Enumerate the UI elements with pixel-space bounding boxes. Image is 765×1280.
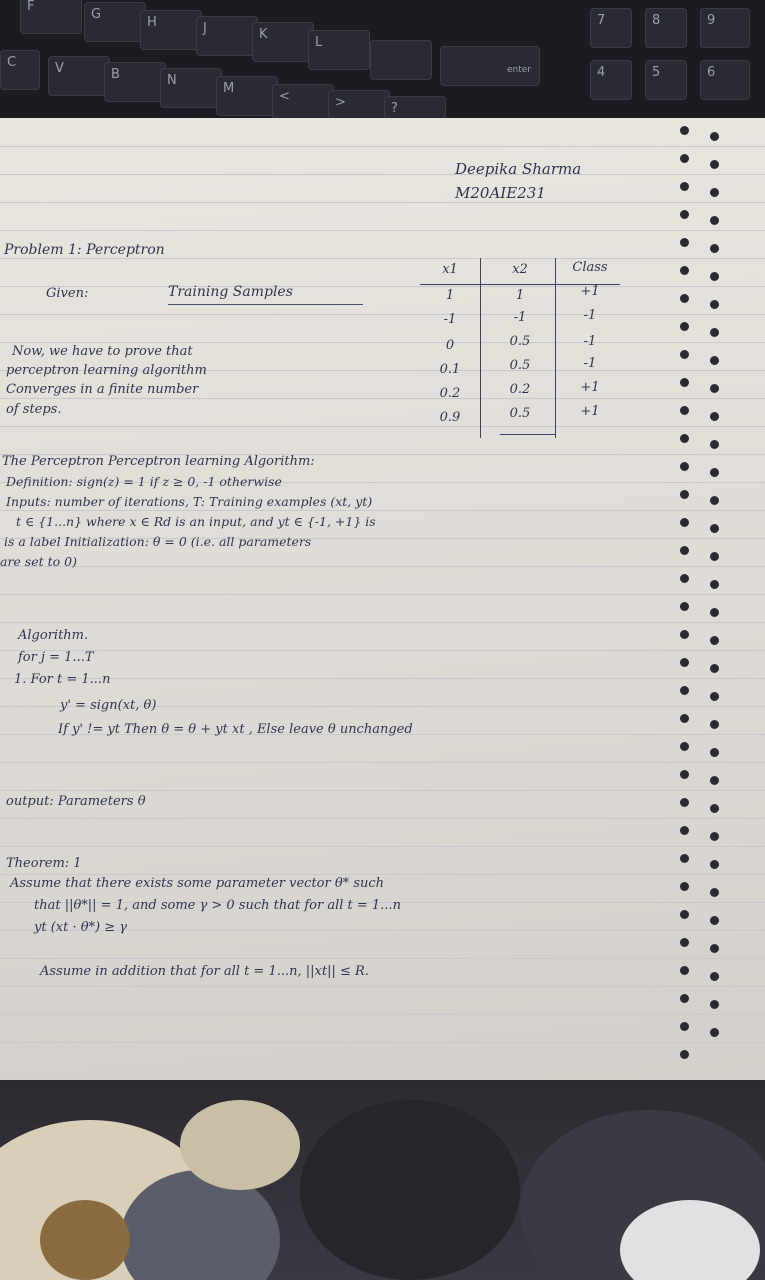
key-4: 4: [590, 60, 632, 100]
key-9: 9: [700, 8, 750, 48]
output-line: output: Parameters θ: [6, 794, 146, 809]
update-rule: If y' != yt Then θ = θ + yt xt , Else leave θ unchanged: [58, 722, 413, 737]
key-enter: enter: [440, 46, 540, 86]
table-cell: -1: [583, 308, 597, 323]
outer-loop: for j = 1...T: [18, 650, 94, 665]
key-n: N: [160, 68, 222, 108]
table-cell: 0.9: [439, 410, 461, 425]
key-m: M: [216, 76, 278, 116]
key-g: G: [84, 2, 146, 42]
table-cell: 0.2: [509, 382, 531, 397]
key-5: 5: [645, 60, 687, 100]
key-7: 7: [590, 8, 632, 48]
table-cell: -1: [513, 310, 527, 325]
spiral-binding: [680, 118, 740, 1083]
problem-title: Problem 1: Perceptron: [4, 242, 165, 258]
table-cell: +1: [580, 404, 600, 419]
fabric-background: [0, 1080, 765, 1280]
key-8: 8: [645, 8, 687, 48]
key-semicolon: [370, 40, 432, 80]
theorem-line-1: Assume that there exists some parameter vector θ* such: [10, 876, 385, 891]
table-cell: 0: [445, 338, 455, 353]
key-v: V: [48, 56, 110, 96]
roll-number: M20AIE231: [455, 184, 546, 202]
initialization-line-2: are set to 0): [0, 554, 77, 569]
algorithm-label: Algorithm.: [18, 628, 89, 643]
key-k: K: [252, 22, 314, 62]
theorem-title: Theorem: 1: [6, 856, 82, 871]
header-x2: x2: [512, 262, 528, 277]
table-cell: -1: [583, 334, 597, 349]
header-x1: x1: [442, 262, 458, 277]
table-cell: 0.5: [509, 406, 531, 421]
theorem-line-4: Assume in addition that for all t = 1...n, ||xt|| ≤ R.: [40, 964, 369, 979]
inner-loop: 1. For t = 1...n: [14, 672, 111, 687]
inputs-line: Inputs: number of iterations, T: Training examples (xt, yt): [6, 494, 373, 509]
author-name: Deepika Sharma: [455, 160, 582, 178]
key-c: C: [0, 50, 40, 90]
given-value: Training Samples: [168, 284, 293, 300]
prove-line-4: of steps.: [6, 402, 62, 417]
key-b: B: [104, 62, 166, 102]
table-cell: -1: [443, 312, 457, 327]
table-cell: 0.2: [439, 386, 461, 401]
table-cell: 0.5: [509, 334, 531, 349]
key-comma: <: [272, 84, 334, 124]
notebook-page: [0, 118, 765, 1083]
key-j: J: [196, 16, 258, 56]
given-label: Given:: [46, 286, 89, 301]
theorem-line-2: that ||θ*|| = 1, and some γ > 0 such that for all t = 1...n: [34, 898, 401, 913]
key-period: >: [328, 90, 390, 130]
prove-line-2: perceptron learning algorithm: [6, 363, 207, 378]
key-l: L: [308, 30, 370, 70]
domain-line: t ∈ {1...n} where x ∈ Rd is an input, and yt ∈ {-1, +1} is: [16, 514, 376, 529]
table-cell: 0.5: [509, 358, 531, 373]
key-f: F: [20, 0, 82, 34]
table-cell: +1: [580, 380, 600, 395]
table-cell: 1: [515, 288, 525, 303]
table-cell: 1: [445, 288, 455, 303]
header-class: Class: [572, 260, 608, 275]
definition-line: Definition: sign(z) = 1 if z ≥ 0, -1 otherwise: [6, 474, 282, 489]
prove-line-1: Now, we have to prove that: [12, 344, 193, 359]
table-cell: -1: [583, 356, 597, 371]
table-cell: 0.1: [439, 362, 461, 377]
table-cell: +1: [580, 284, 600, 299]
prove-line-3: Converges in a finite number: [6, 382, 199, 397]
key-h: H: [140, 10, 202, 50]
key-slash: ?: [384, 96, 446, 136]
initialization-line: is a label Initialization: θ = 0 (i.e. all parameters: [4, 534, 312, 549]
algorithm-heading: The Perceptron Perceptron learning Algorithm:: [2, 454, 315, 469]
key-6: 6: [700, 60, 750, 100]
prediction-line: y' = sign(xt, θ): [60, 698, 157, 713]
theorem-line-3: yt (xt · θ*) ≥ γ: [34, 920, 128, 935]
